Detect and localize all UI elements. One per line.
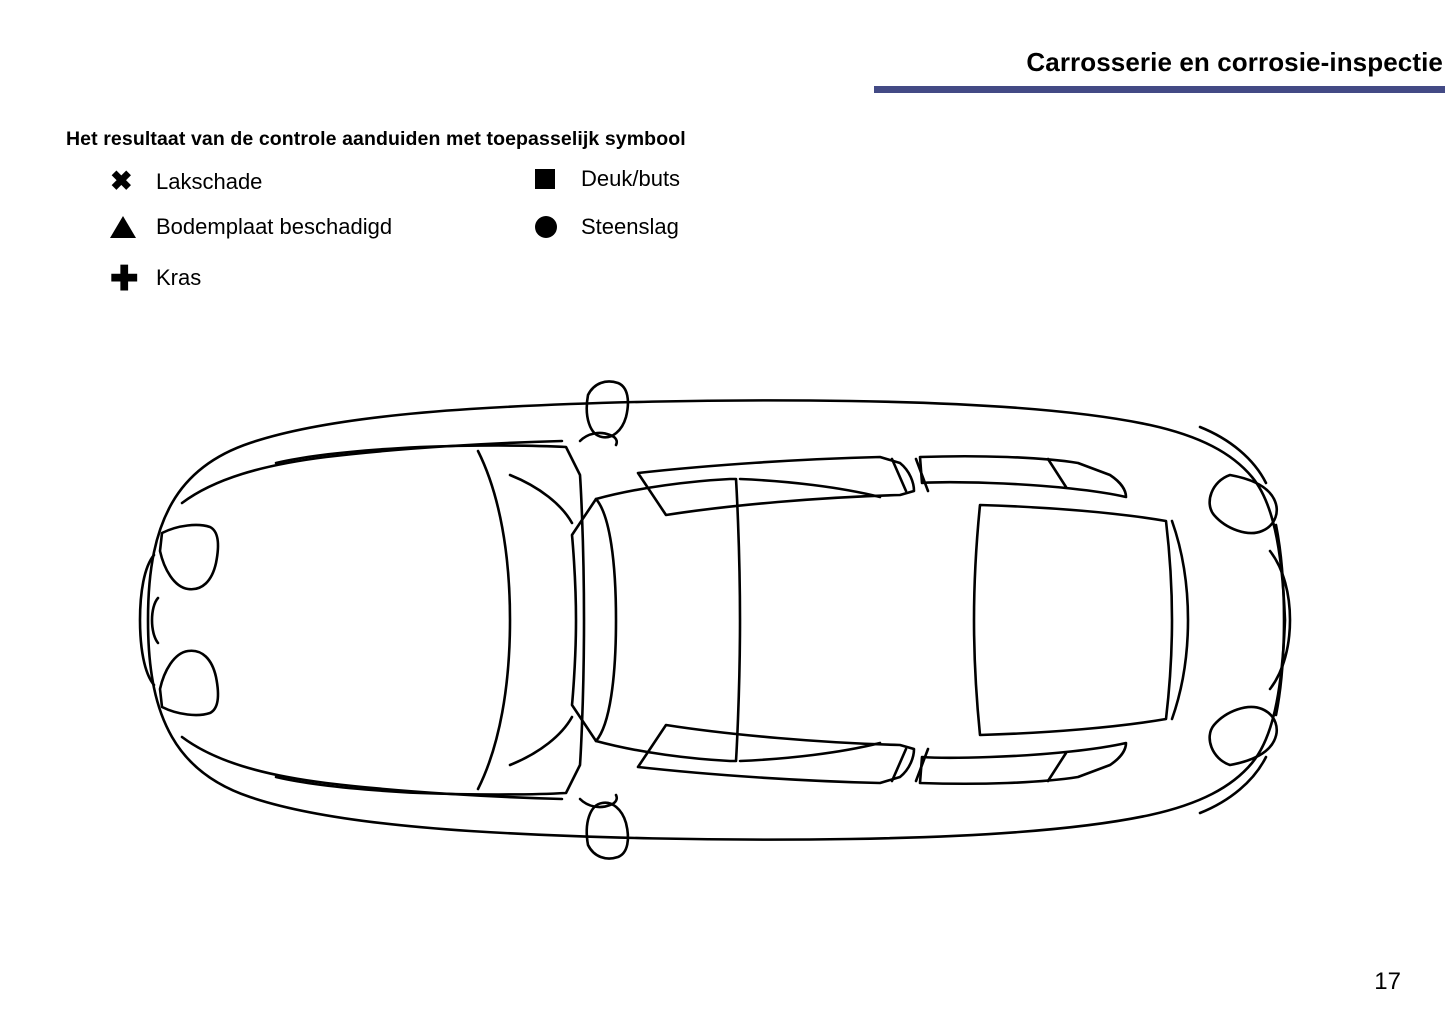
header-rule <box>874 86 1445 93</box>
legend-item-label: Bodemplaat beschadigd <box>156 214 393 239</box>
legend-item-kras <box>110 260 535 298</box>
legend-item-label: Kras <box>156 264 202 290</box>
page-title: Carrosserie en corrosie-inspectie <box>1026 47 1443 77</box>
legend-item-steenslag <box>535 216 795 238</box>
symbol-legend <box>110 168 810 312</box>
car-top-view-icon <box>110 355 1335 885</box>
legend-row <box>110 260 810 312</box>
legend-item-lakschade <box>110 168 535 195</box>
car-diagram <box>110 355 1335 885</box>
legend-item-label: Lakschade <box>156 168 263 194</box>
page-number: 17 <box>1374 968 1401 995</box>
legend-item-label: Deuk/buts <box>581 166 681 191</box>
legend-row <box>110 216 810 264</box>
filled-triangle-icon <box>110 216 156 238</box>
legend-item-label: Steenslag <box>581 214 679 239</box>
filled-circle-icon <box>535 216 581 238</box>
legend-item-deukbuts <box>535 168 795 190</box>
x-mark-icon: ✖ <box>110 166 133 196</box>
page-header <box>874 48 1445 93</box>
legend-row <box>110 168 810 216</box>
legend-item-bodemplaat <box>110 216 535 238</box>
filled-square-icon <box>535 169 581 189</box>
instruction-text: Het resultaat van de controle aanduiden met toepasselijk symbool <box>66 128 686 150</box>
plus-mark-icon: ✚ <box>110 260 139 298</box>
